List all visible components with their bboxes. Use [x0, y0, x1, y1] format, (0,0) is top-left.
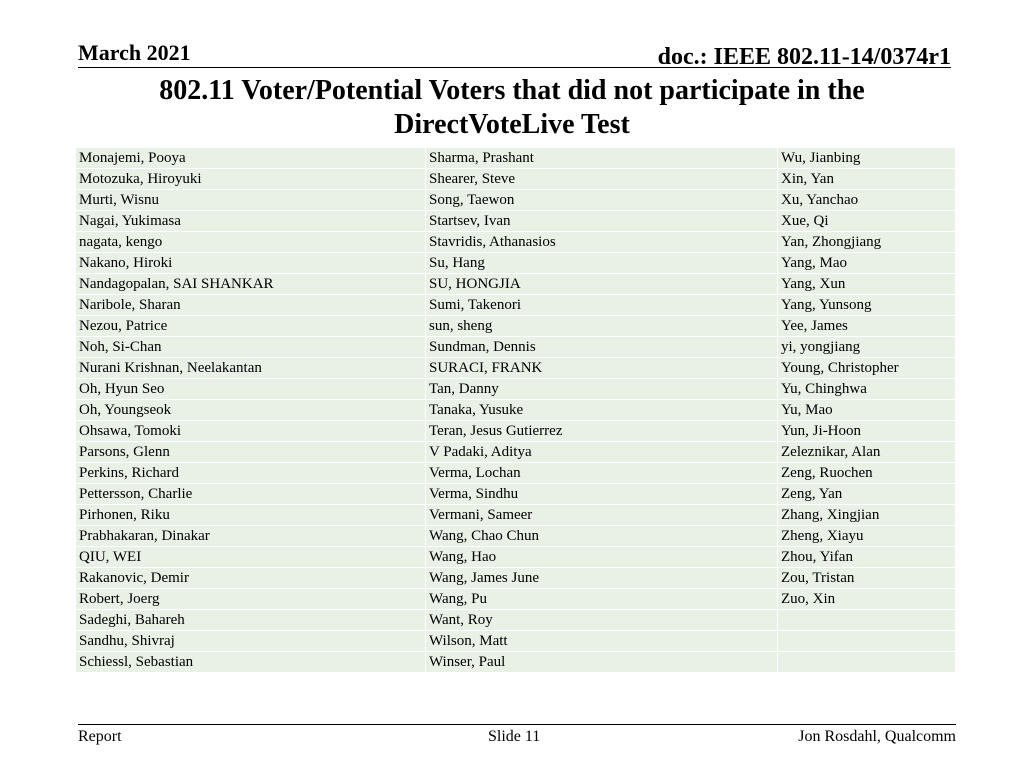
footer-slide-number: Slide 11 — [488, 728, 541, 745]
name-cell-col3 — [778, 652, 956, 673]
name-cell-col3: Xin, Yan — [778, 169, 956, 190]
name-cell-col1: Oh, Hyun Seo — [76, 379, 426, 400]
name-cell-col2: Sundman, Dennis — [426, 337, 778, 358]
footer-author: Jon Rosdahl, Qualcomm — [798, 728, 956, 745]
name-cell-col3: Yang, Mao — [778, 253, 956, 274]
table-row — [76, 169, 956, 190]
table-row — [76, 610, 956, 631]
name-cell-col2: Want, Roy — [426, 610, 778, 631]
name-cell-col1: Parsons, Glenn — [76, 442, 426, 463]
footer-left: Report — [78, 728, 122, 745]
table-row — [76, 652, 956, 673]
name-cell-col1: Nezou, Patrice — [76, 316, 426, 337]
table-row — [76, 631, 956, 652]
name-cell-col3: yi, yongjiang — [778, 337, 956, 358]
name-cell-col1: nagata, kengo — [76, 232, 426, 253]
name-cell-col2: SURACI, FRANK — [426, 358, 778, 379]
name-cell-col1: Nagai, Yukimasa — [76, 211, 426, 232]
table-row — [76, 148, 956, 169]
name-cell-col3 — [778, 610, 956, 631]
name-cell-col3: Zhang, Xingjian — [778, 505, 956, 526]
name-cell-col1: Noh, Si-Chan — [76, 337, 426, 358]
name-cell-col2: Wang, Chao Chun — [426, 526, 778, 547]
slide-title — [80, 74, 944, 142]
name-cell-col2: Sumi, Takenori — [426, 295, 778, 316]
name-cell-col1: QIU, WEI — [76, 547, 426, 568]
name-cell-col3 — [778, 631, 956, 652]
voter-names-table — [75, 147, 956, 673]
name-cell-col2: Teran, Jesus Gutierrez — [426, 421, 778, 442]
table-row — [76, 526, 956, 547]
table-row — [76, 463, 956, 484]
name-cell-col1: Naribole, Sharan — [76, 295, 426, 316]
name-cell-col2: Shearer, Steve — [426, 169, 778, 190]
name-cell-col1: Perkins, Richard — [76, 463, 426, 484]
table-row — [76, 316, 956, 337]
name-cell-col3: Yang, Xun — [778, 274, 956, 295]
name-cell-col2: Tanaka, Yusuke — [426, 400, 778, 421]
name-cell-col1: Prabhakaran, Dinakar — [76, 526, 426, 547]
table-row — [76, 421, 956, 442]
name-cell-col2: SU, HONGJIA — [426, 274, 778, 295]
name-cell-col3: Xu, Yanchao — [778, 190, 956, 211]
name-cell-col1: Schiessl, Sebastian — [76, 652, 426, 673]
table-row — [76, 232, 956, 253]
name-cell-col2: V Padaki, Aditya — [426, 442, 778, 463]
name-cell-col1: Pirhonen, Riku — [76, 505, 426, 526]
name-cell-col1: Pettersson, Charlie — [76, 484, 426, 505]
name-cell-col1: Ohsawa, Tomoki — [76, 421, 426, 442]
table-row — [76, 400, 956, 421]
name-cell-col2: Startsev, Ivan — [426, 211, 778, 232]
table-row — [76, 568, 956, 589]
name-cell-col3: Yan, Zhongjiang — [778, 232, 956, 253]
table-row — [76, 295, 956, 316]
name-cell-col3: Yee, James — [778, 316, 956, 337]
voter-names-body — [76, 148, 956, 673]
name-cell-col2: Wang, Pu — [426, 589, 778, 610]
table-row — [76, 253, 956, 274]
name-cell-col3: Yun, Ji-Hoon — [778, 421, 956, 442]
header-doc-id: doc.: IEEE 802.11-14/0374r1 — [657, 44, 951, 70]
name-cell-col1: Oh, Youngseok — [76, 400, 426, 421]
name-cell-col2: Stavridis, Athanasios — [426, 232, 778, 253]
table-row — [76, 589, 956, 610]
name-cell-col3: Zou, Tristan — [778, 568, 956, 589]
name-cell-col3: Wu, Jianbing — [778, 148, 956, 169]
name-cell-col3: Young, Christopher — [778, 358, 956, 379]
name-cell-col2: Wang, Hao — [426, 547, 778, 568]
name-cell-col2: Verma, Lochan — [426, 463, 778, 484]
table-row — [76, 358, 956, 379]
header-rule — [78, 67, 951, 68]
name-cell-col2: Winser, Paul — [426, 652, 778, 673]
name-cell-col2: Song, Taewon — [426, 190, 778, 211]
table-row — [76, 547, 956, 568]
name-cell-col1: Nandagopalan, SAI SHANKAR — [76, 274, 426, 295]
header-date: March 2021 — [78, 40, 191, 65]
name-cell-col1: Nakano, Hiroki — [76, 253, 426, 274]
name-cell-col3: Yu, Mao — [778, 400, 956, 421]
name-cell-col2: Wilson, Matt — [426, 631, 778, 652]
name-cell-col2: Vermani, Sameer — [426, 505, 778, 526]
slide-title-line-2: DirectVoteLive Test — [394, 109, 630, 140]
name-cell-col3: Zeng, Ruochen — [778, 463, 956, 484]
name-cell-col1: Murti, Wisnu — [76, 190, 426, 211]
name-cell-col2: Wang, James June — [426, 568, 778, 589]
table-row — [76, 211, 956, 232]
name-cell-col3: Zeleznikar, Alan — [778, 442, 956, 463]
table-row — [76, 442, 956, 463]
name-cell-col3: Zhou, Yifan — [778, 547, 956, 568]
name-cell-col1: Motozuka, Hiroyuki — [76, 169, 426, 190]
name-cell-col1: Monajemi, Pooya — [76, 148, 426, 169]
footer-rule — [78, 724, 956, 725]
table-row — [76, 337, 956, 358]
table-row — [76, 190, 956, 211]
name-cell-col3: Yu, Chinghwa — [778, 379, 956, 400]
name-cell-col3: Zeng, Yan — [778, 484, 956, 505]
name-cell-col3: Yang, Yunsong — [778, 295, 956, 316]
table-row — [76, 379, 956, 400]
name-cell-col2: Tan, Danny — [426, 379, 778, 400]
name-cell-col2: Su, Hang — [426, 253, 778, 274]
name-cell-col3: Zuo, Xin — [778, 589, 956, 610]
name-cell-col1: Rakanovic, Demir — [76, 568, 426, 589]
name-cell-col3: Xue, Qi — [778, 211, 956, 232]
name-cell-col1: Robert, Joerg — [76, 589, 426, 610]
name-cell-col1: Nurani Krishnan, Neelakantan — [76, 358, 426, 379]
table-row — [76, 484, 956, 505]
name-cell-col3: Zheng, Xiayu — [778, 526, 956, 547]
name-cell-col2: Sharma, Prashant — [426, 148, 778, 169]
name-cell-col1: Sadeghi, Bahareh — [76, 610, 426, 631]
name-cell-col1: Sandhu, Shivraj — [76, 631, 426, 652]
name-cell-col2: Verma, Sindhu — [426, 484, 778, 505]
slide-title-line-1: 802.11 Voter/Potential Voters that did not participate in the — [159, 75, 865, 106]
table-row — [76, 505, 956, 526]
table-row — [76, 274, 956, 295]
name-cell-col2: sun, sheng — [426, 316, 778, 337]
